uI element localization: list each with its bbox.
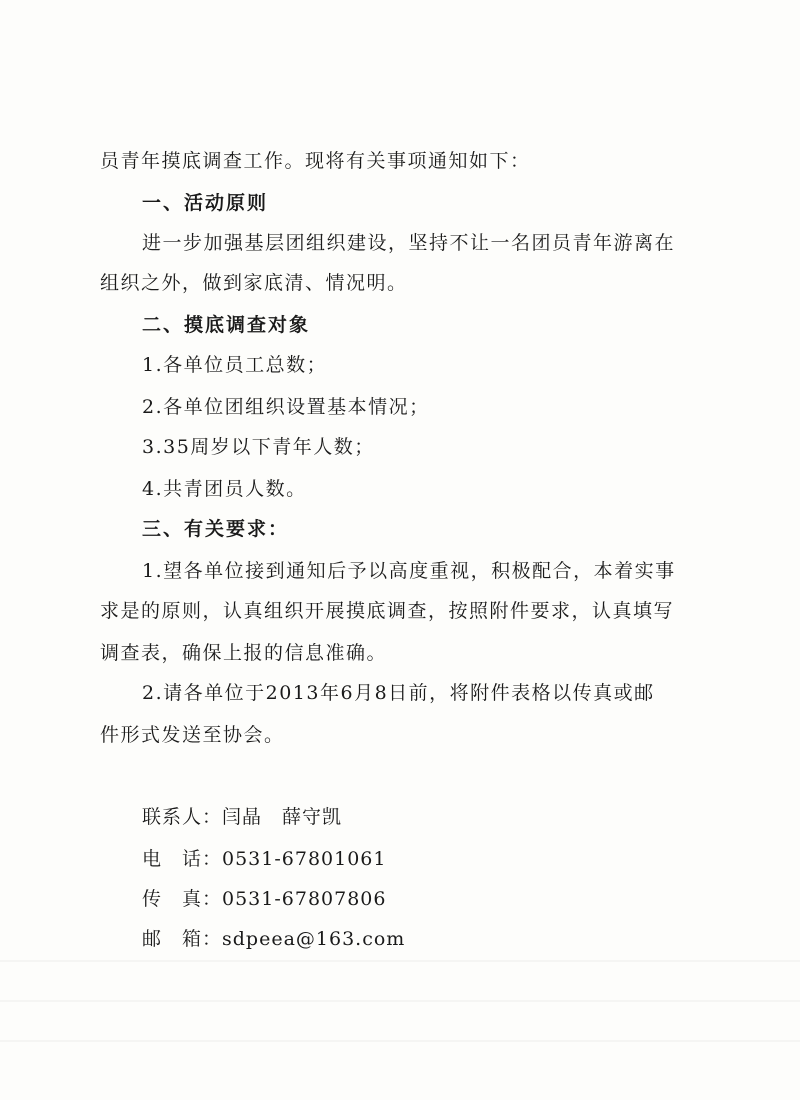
scan-artifact [0,960,800,962]
section1-line: 组织之外，做到家底清、情况明。 [100,272,408,294]
contact-people: 联系人：闫晶 薛守凯 [142,806,343,828]
contact-phone: 电 话：0531-67801061 [142,848,387,870]
scan-artifact [0,1000,800,1002]
requirement-line: 求是的原则，认真组织开展摸底调查，按照附件要求，认真填写 [100,600,675,622]
requirement-line: 2.请各单位于2013年6月8日前，将附件表格以传真或邮 [142,682,655,704]
requirement-line: 件形式发送至协会。 [100,724,285,746]
section1-heading: 一、活动原则 [142,192,269,214]
section3-heading: 三、有关要求： [142,518,290,540]
section2-item: 1.各单位员工总数； [142,354,328,376]
contact-fax: 传 真：0531-67807806 [142,888,387,910]
requirement-line: 调查表，确保上报的信息准确。 [100,642,388,664]
section2-item: 2.各单位团组织设置基本情况； [142,396,430,418]
scan-artifact [0,1040,800,1042]
contact-email: 邮 箱：sdpeea@163.com [142,928,406,950]
section2-heading: 二、摸底调查对象 [142,314,311,336]
section2-item: 4.共青团员人数。 [142,478,307,500]
section2-item: 3.35周岁以下青年人数； [142,436,375,458]
section1-line: 进一步加强基层团组织建设，坚持不让一名团员青年游离在 [142,232,676,254]
requirement-line: 1.望各单位接到通知后予以高度重视，积极配合，本着实事 [142,560,676,582]
intro-line: 员青年摸底调查工作。现将有关事项通知如下： [100,150,531,172]
